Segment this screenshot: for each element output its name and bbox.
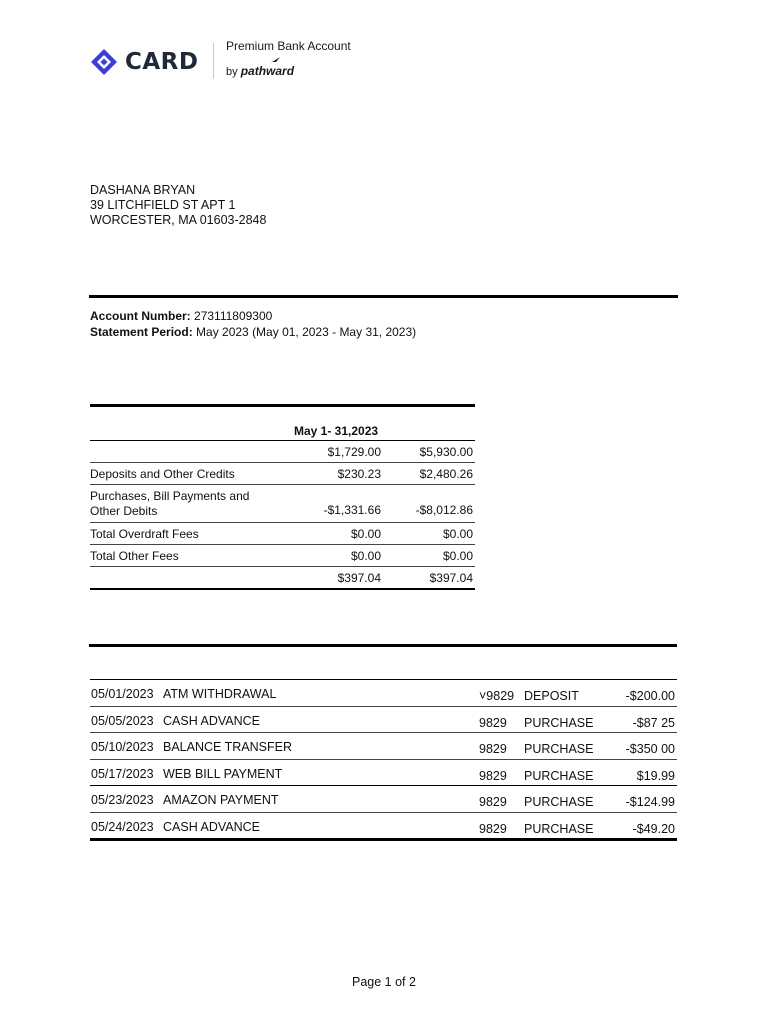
brand-name: CARD	[125, 49, 199, 75]
product-name: Premium Bank Account	[226, 39, 351, 53]
section-divider	[89, 295, 678, 298]
transaction-amount: -$350 00	[625, 742, 675, 756]
summary-current: $397.04	[337, 571, 381, 585]
mailing-address	[90, 183, 266, 228]
transaction-card: 9829	[479, 821, 507, 836]
transactions-table	[90, 679, 677, 841]
transaction-type: PURCHASE	[524, 795, 594, 809]
transaction-type: PURCHASE	[524, 742, 594, 756]
transaction-description: CASH ADVANCE	[163, 713, 261, 728]
transaction-date: 05/17/2023	[91, 766, 154, 781]
table-row	[90, 785, 677, 812]
transaction-type: PURCHASE	[524, 821, 594, 836]
statement-period: May 2023 (May 01, 2023 - May 31, 2023)	[196, 325, 417, 339]
transaction-type: PURCHASE	[524, 768, 594, 783]
card-logo-icon	[89, 47, 119, 77]
summary-current: $0.00	[350, 527, 381, 541]
summary-row	[90, 567, 475, 590]
partner-line	[226, 64, 294, 78]
customer-name: DASHANA BRYAN	[90, 183, 196, 197]
summary-row	[90, 485, 475, 523]
summary-row	[90, 441, 475, 463]
summary-current: -$1,331.66	[323, 503, 381, 517]
summary-label: Deposits and Other Credits	[90, 467, 235, 481]
transaction-amount: -$200.00	[625, 689, 675, 703]
transaction-card: 9829	[479, 768, 507, 783]
table-row	[90, 679, 677, 706]
account-number-label: Account Number:	[90, 309, 191, 323]
summary-current: $230.23	[337, 467, 381, 481]
transaction-description: ATM WITHDRAWAL	[163, 687, 277, 701]
account-number: 273111809300	[194, 309, 273, 323]
transaction-type: DEPOSIT	[524, 689, 579, 703]
transaction-date: 05/24/2023	[91, 819, 154, 834]
brand-logo	[89, 44, 198, 80]
table-row	[90, 732, 677, 759]
account-number-line	[90, 308, 416, 324]
summary-row	[90, 463, 475, 485]
transaction-date: 05/01/2023	[91, 687, 154, 701]
summary-row	[90, 545, 475, 567]
by-text: by	[226, 66, 238, 78]
summary-ytd: -$8,012.86	[415, 503, 473, 517]
statement-period-label: Statement Period:	[90, 325, 193, 339]
street-address: 39 LITCHFIELD ST APT 1	[90, 198, 236, 212]
table-row	[90, 812, 677, 839]
transaction-date: 05/10/2023	[91, 740, 154, 754]
transaction-amount: $19.99	[636, 768, 675, 783]
transaction-description: BALANCE TRANSFER	[163, 740, 292, 754]
transaction-card: 9829	[479, 795, 507, 809]
summary-ytd: $0.00	[442, 527, 473, 541]
partner-name: pathward	[240, 64, 295, 78]
transaction-date: 05/05/2023	[91, 713, 154, 728]
summary-row	[90, 523, 475, 545]
transaction-amount: -$124.99	[625, 795, 675, 809]
summary-ytd: $397.04	[429, 571, 473, 585]
summary-ytd: $5,930.00	[419, 445, 473, 459]
transaction-date: 05/23/2023	[91, 793, 154, 807]
summary-period-header: May 1- 31,2023	[294, 424, 379, 438]
city-state-zip: WORCESTER, MA 01603-2848	[90, 213, 267, 227]
summary-current: $1,729.00	[327, 445, 381, 459]
transaction-description: WEB BILL PAYMENT	[163, 766, 283, 781]
transaction-card: ˅9829	[479, 689, 515, 703]
transaction-type: PURCHASE	[524, 715, 594, 730]
transaction-description: AMAZON PAYMENT	[163, 793, 279, 807]
transaction-card: 9829	[479, 742, 507, 756]
summary-current: $0.00	[350, 549, 381, 563]
table-bottom-rule	[90, 838, 677, 841]
summary-label: Total Other Fees	[90, 549, 179, 563]
summary-ytd: $0.00	[442, 549, 473, 563]
table-row	[90, 759, 677, 786]
account-info	[90, 308, 416, 340]
transaction-description: CASH ADVANCE	[163, 819, 261, 834]
logo-divider	[213, 43, 214, 79]
table-row	[90, 706, 677, 733]
page-number: Page 1 of 2	[352, 975, 416, 989]
summary-header	[90, 407, 475, 441]
transaction-amount: -$49.20	[632, 821, 675, 836]
transaction-card: 9829	[479, 715, 507, 730]
section-divider	[89, 644, 677, 647]
transaction-amount: -$87 25	[632, 715, 675, 730]
summary-ytd: $2,480.26	[419, 467, 473, 481]
account-summary-table	[90, 404, 475, 590]
summary-label: Total Overdraft Fees	[90, 527, 199, 541]
statement-period-line	[90, 324, 416, 340]
summary-label: Purchases, Bill Payments and Other Debits	[90, 489, 250, 518]
